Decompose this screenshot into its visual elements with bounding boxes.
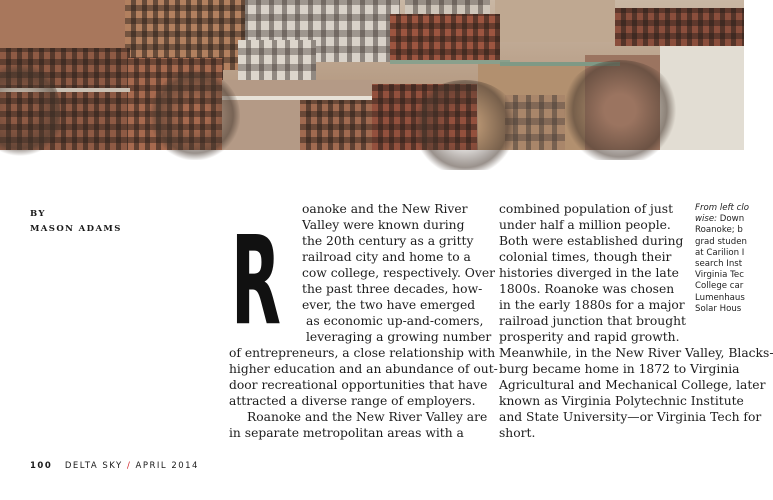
- caption-line: From left clo: [695, 203, 750, 213]
- caption-line: search Inst: [695, 259, 743, 270]
- article-line: 1800s. Roanoke was chosen: [499, 282, 675, 296]
- article-line: railroad city and home to a: [302, 250, 471, 264]
- svg-text:R: R: [231, 210, 281, 352]
- article-line: colonial times, though their: [499, 250, 672, 264]
- page-footer: [30, 461, 199, 471]
- byline: [30, 207, 122, 237]
- article-line: short.: [499, 426, 536, 440]
- article-line: prosperity and rapid growth.: [499, 330, 680, 344]
- article-line: leveraging a growing number: [306, 330, 492, 344]
- article-column-1: [229, 201, 498, 441]
- article-line: combined population of just: [499, 202, 674, 216]
- caption-line-rest: Down: [717, 214, 745, 225]
- article-line: Meanwhile, in the New River Valley, Blacks-: [499, 346, 773, 360]
- byline-by: BY: [30, 209, 46, 219]
- article-line: railroad junction that brought: [499, 314, 686, 328]
- article-line: known as Virginia Polytechnic Institute: [499, 394, 744, 408]
- article-line: door recreational opportunities that have: [229, 378, 488, 392]
- article-line: and State University—or Virginia Tech for: [499, 410, 762, 424]
- article-line: the 20th century as a gritty: [302, 234, 474, 248]
- article-line: the past three decades, how-: [302, 282, 483, 296]
- article-line: higher education and an abundance of out-: [229, 362, 498, 376]
- article-line: under half a million people.: [499, 218, 671, 232]
- article-line: ever, the two have emerged: [302, 298, 476, 312]
- caption-line: grad studen: [695, 236, 747, 247]
- article-line: in separate metropolitan areas with a: [229, 426, 464, 440]
- article-line: cow college, respectively. Over: [302, 266, 495, 280]
- caption-line-italic: wise:: [695, 214, 718, 225]
- article-line: of entrepreneurs, a close relationship with: [229, 346, 496, 360]
- article-line: Agricultural and Mechanical College, later: [499, 378, 766, 392]
- article-line: histories diverged in the late: [499, 266, 679, 280]
- byline-author: MASON ADAMS: [30, 224, 122, 234]
- issue-date: APRIL 2014: [135, 461, 199, 471]
- hero-photo-roanoke-skyline: [0, 0, 744, 150]
- caption-line: Roanoke; b: [695, 225, 743, 236]
- article-line: attracted a diverse range of employers.: [229, 394, 476, 408]
- article-line: burg became home in 1872 to Virginia: [499, 362, 740, 376]
- caption-line: College car: [695, 281, 744, 292]
- footer-slash: /: [126, 461, 132, 471]
- article-line: Valley were known during: [302, 218, 465, 232]
- article-line: as economic up-and-comers,: [306, 314, 484, 328]
- article-line: oanoke and the New River: [302, 202, 468, 216]
- article-line: Both were established during: [499, 234, 684, 248]
- caption-line: Lumenhaus: [695, 292, 745, 303]
- article-line: Roanoke and the New River Valley are: [247, 410, 488, 424]
- photo-caption: [695, 203, 755, 315]
- caption-line: Solar Hous: [695, 303, 742, 314]
- caption-line: Virginia Tec: [695, 270, 744, 281]
- magazine-name: DELTA SKY: [64, 461, 123, 471]
- article-line: in the early 1880s for a major: [499, 298, 685, 312]
- caption-line: at Carilion I: [695, 247, 745, 258]
- page-number: 100: [30, 461, 53, 471]
